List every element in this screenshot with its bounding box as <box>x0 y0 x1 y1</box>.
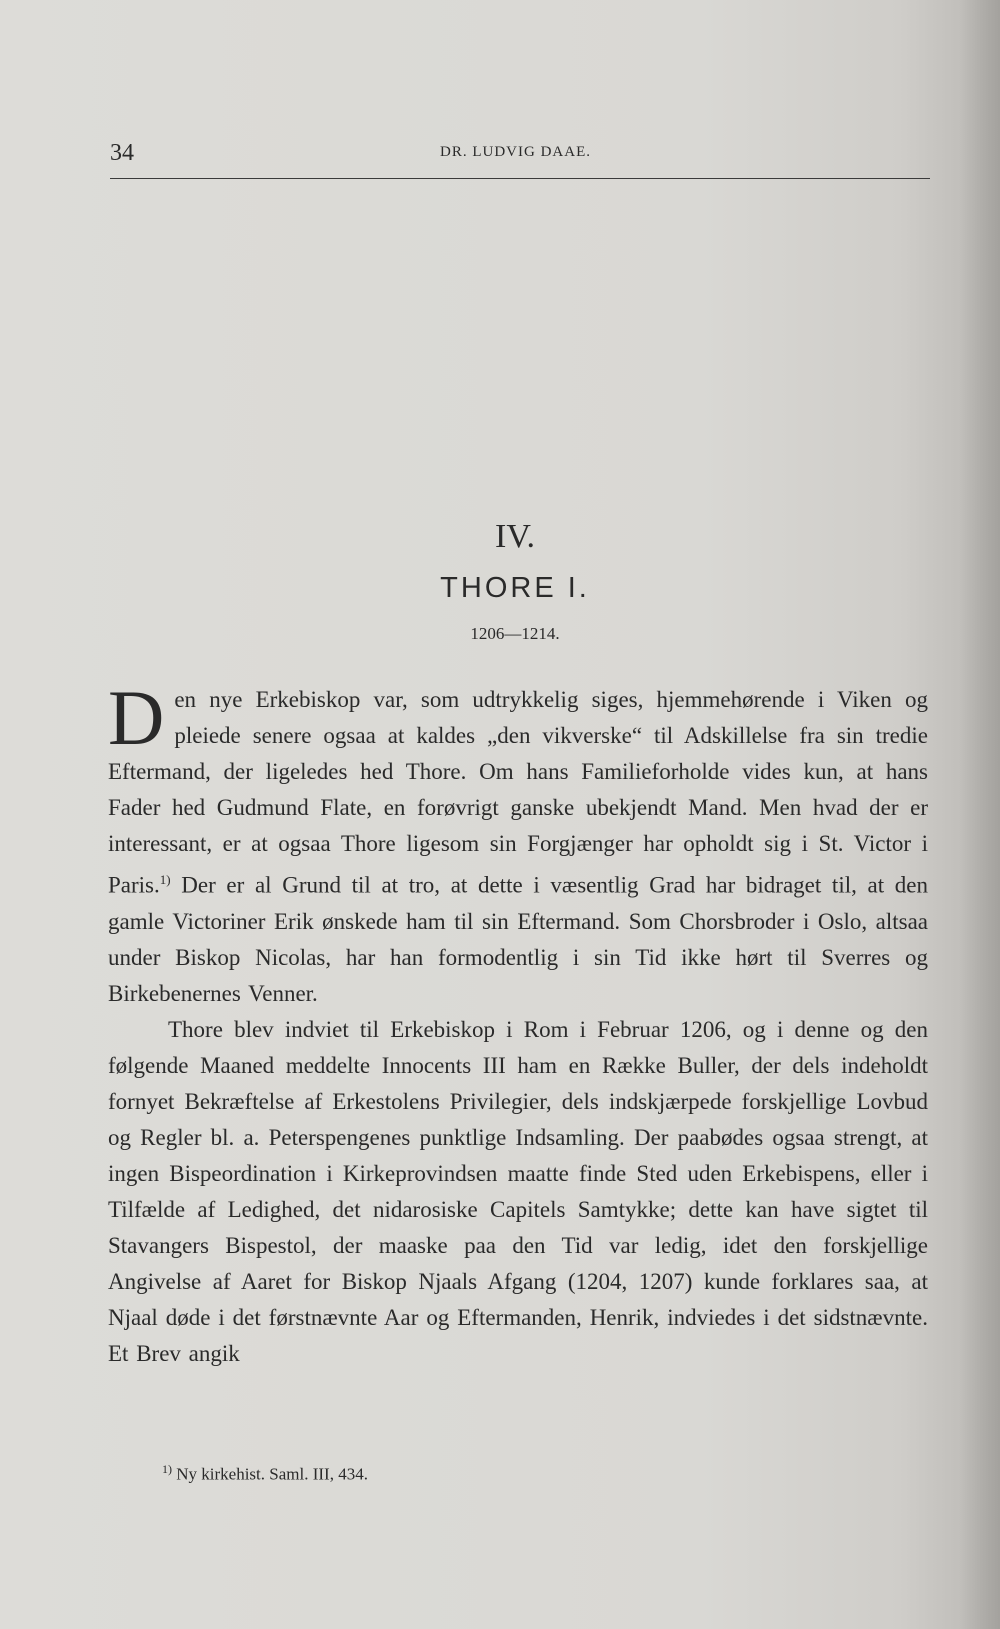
footnote-marker: 1) <box>162 1462 172 1476</box>
chapter-years: 1206—1214. <box>470 624 560 643</box>
drop-cap: D <box>108 674 165 761</box>
paragraph-1 <box>108 674 928 1012</box>
footnote <box>162 1462 862 1485</box>
paragraph-1-continued: Der er al Grund til at tro, at dette i væsentlig Grad har bidraget til, at den gamle Victoriner Erik ønskede ham til sin Eftermand. Som Chorsbroder i Oslo, altsaa under Biskop Nicolas, har han formodentlig i sin Tid ikke hørt til Sverres og Birkebenernes Venner. <box>108 872 928 1006</box>
chapter-title: THORE I. <box>440 572 590 604</box>
paragraph-1-text: en nye Erkebiskop var, som udtrykkelig siges, hjemmehørende i Viken og pleiede senere ogsaa at kaldes „den vikverske“ til Adskillelse fra sin tredie Eftermand, der ligeledes hed Thore. Om hans Familieforholde vides kun, at hans Fader hed Gudmund Flate, en forøvrigt ganske ubekjendt Mand. Men hvad der er interessant, er at ogsaa Thore ligesom sin Forgjænger har opholdt sig i St. Victor i Paris. <box>108 687 928 898</box>
body-text <box>108 674 928 1372</box>
running-title: DR. LUDVIG DAAE. <box>440 144 591 160</box>
chapter-number: IV. <box>495 518 535 555</box>
running-head <box>110 138 930 179</box>
footnote-reference: 1) <box>159 872 171 887</box>
scan-edge-shadow <box>960 0 1000 1629</box>
page-number: 34 <box>110 140 134 166</box>
paragraph-2: Thore blev indviet til Erkebiskop i Rom i Februar 1206, og i denne og den følgende Maaned meddelte Innocents III ham en Række Buller, der dels indeholdt fornyet Bekræftelse af Erkestolens Privilegier, dels indskjærpede forskjellige Lovbud og Regler bl. a. Peterspengenes punktlige Indsamling. Der paabødes ogsaa strengt, at ingen Bispeordination i Kirkeprovindsen maatte finde Sted uden Erkebispens, eller i Tilfælde af Ledighed, det nidarosiske Capitels Samtykke; dette kan have sigtet til Stavangers Bispestol, der maaske paa den Tid var ledig, idet den forskjellige Angivelse af Aaret for Biskop Njaals Afgang (1204, 1207) kunde forklares saa, at Njaal døde i det førstnævnte Aar og Eftermanden, Henrik, indviedes i det sidstnævnte. Et Brev angik <box>108 1016 928 1366</box>
footnote-text: Ny kirkehist. Saml. III, 434. <box>172 1464 368 1484</box>
